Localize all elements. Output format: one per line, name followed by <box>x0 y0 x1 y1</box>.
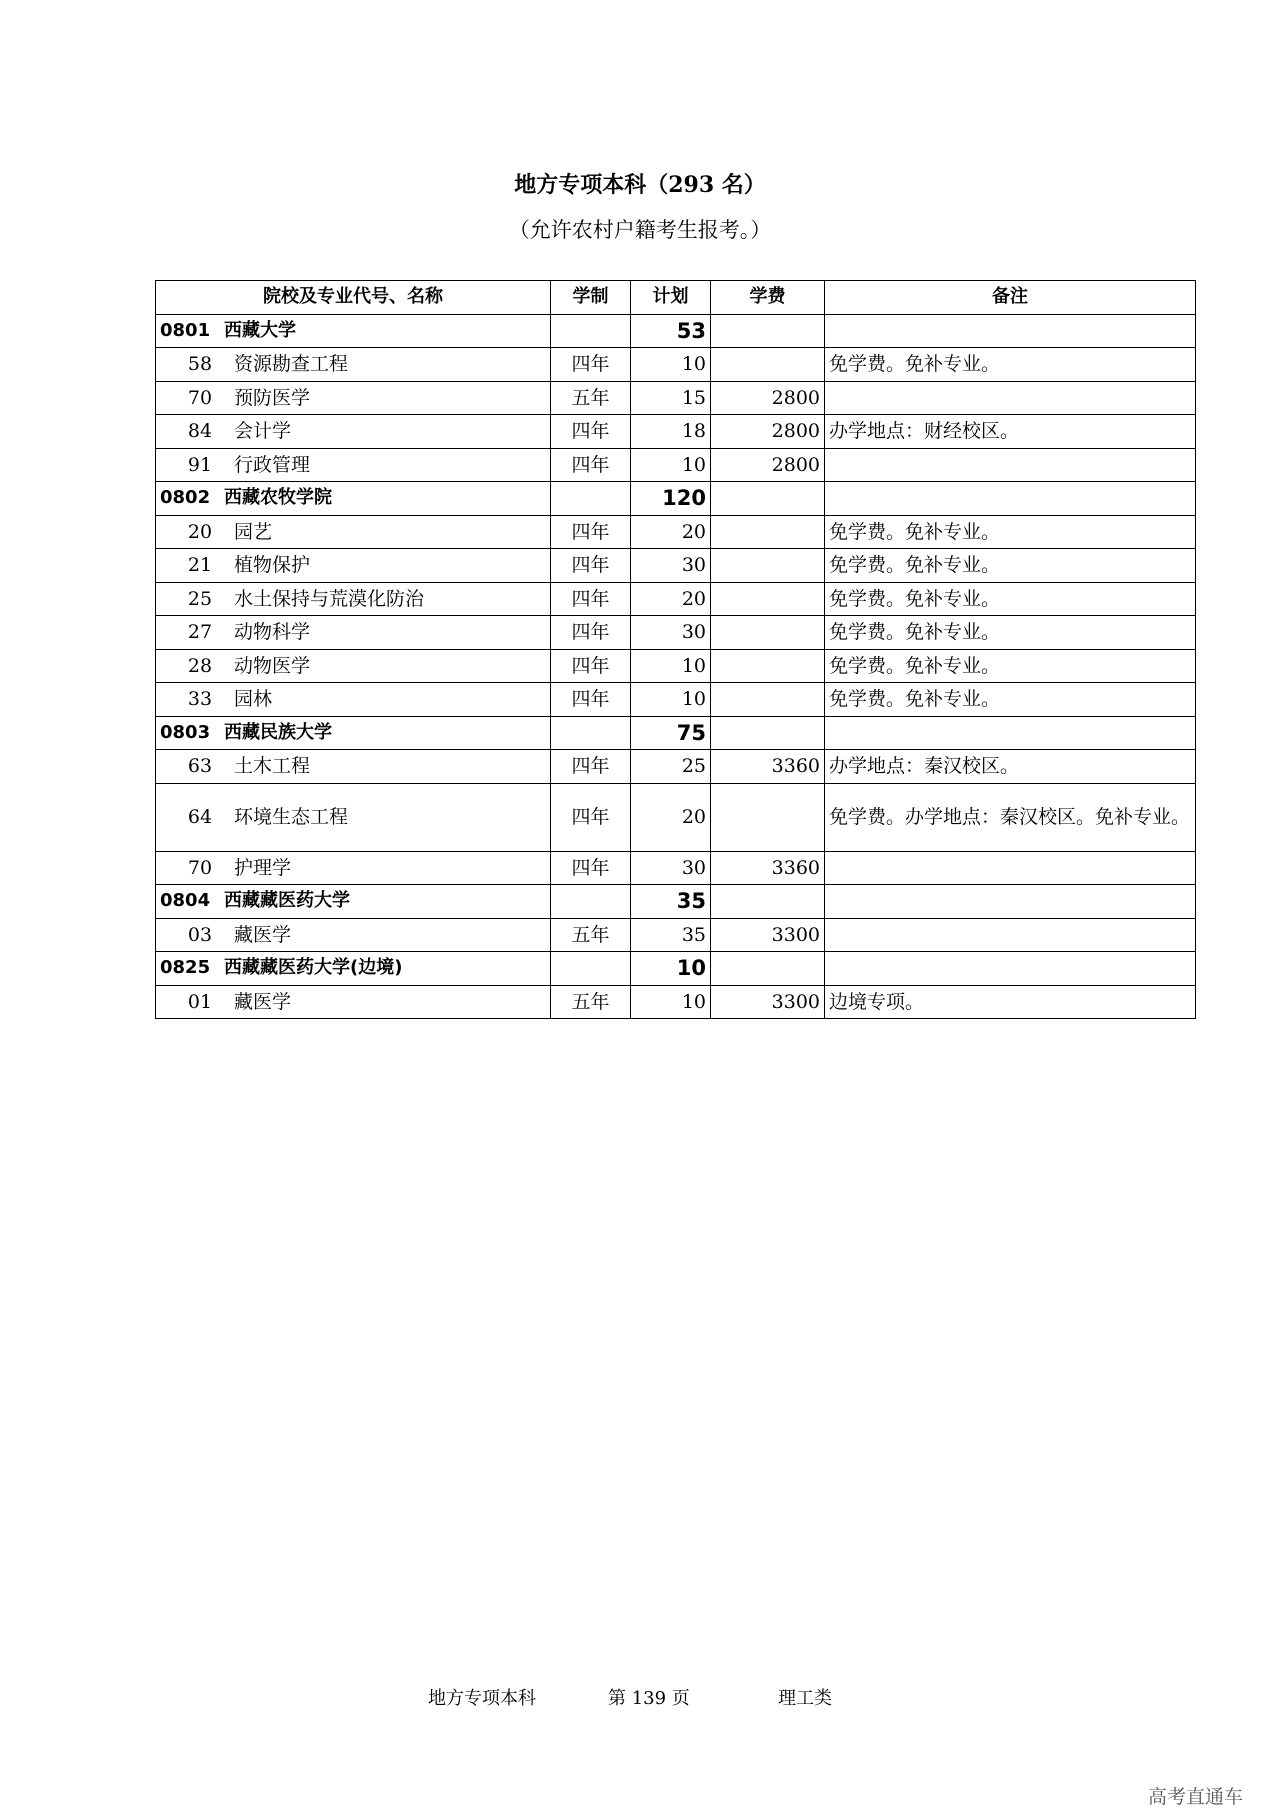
cell-code: 0802 <box>160 487 211 509</box>
header-length: 学制 <box>551 281 631 315</box>
cell-name-text: 园艺 <box>234 520 273 543</box>
major-row <box>156 683 1196 717</box>
cell-length: 五年 <box>551 381 631 415</box>
cell-length: 四年 <box>551 649 631 683</box>
header-note: 备注 <box>825 281 1196 315</box>
footer-section: 地方专项本科 <box>428 1688 536 1709</box>
major-row <box>156 515 1196 549</box>
cell-code: 03 <box>187 923 213 946</box>
cell-fee <box>711 952 825 986</box>
cell-name <box>156 348 551 382</box>
major-row <box>156 348 1196 382</box>
cell-length <box>551 314 631 348</box>
school-row <box>156 314 1196 348</box>
cell-length: 四年 <box>551 783 631 851</box>
cell-code: 70 <box>187 856 213 879</box>
cell-plan: 10 <box>631 985 711 1019</box>
cell-code: 0804 <box>160 890 211 912</box>
cell-name-text: 植物保护 <box>234 554 311 577</box>
major-row <box>156 985 1196 1019</box>
cell-fee <box>711 649 825 683</box>
cell-fee <box>711 582 825 616</box>
cell-name <box>156 683 551 717</box>
cell-length: 四年 <box>551 683 631 717</box>
major-row <box>156 750 1196 784</box>
cell-code: 0801 <box>160 319 211 341</box>
cell-code: 33 <box>187 688 213 711</box>
header-fee: 学费 <box>711 281 825 315</box>
cell-fee: 2800 <box>711 381 825 415</box>
footer-page-number: 第 139 页 <box>608 1688 690 1709</box>
admission-plan-table <box>155 280 1196 1019</box>
cell-plan: 15 <box>631 381 711 415</box>
cell-name-text: 会计学 <box>234 420 292 443</box>
cell-length <box>551 482 631 516</box>
cell-note <box>825 482 1196 516</box>
cell-name-text: 西藏民族大学 <box>224 721 332 743</box>
cell-plan: 18 <box>631 415 711 449</box>
cell-name <box>156 549 551 583</box>
cell-code: 91 <box>187 453 213 476</box>
cell-length <box>551 952 631 986</box>
cell-plan: 30 <box>631 549 711 583</box>
cell-name <box>156 952 551 986</box>
cell-note: 免学费。免补专业。 <box>825 616 1196 650</box>
cell-code: 27 <box>187 621 213 644</box>
cell-code: 21 <box>187 554 213 577</box>
cell-name <box>156 918 551 952</box>
cell-name-text: 资源勘查工程 <box>234 353 349 376</box>
cell-code: 28 <box>187 654 213 677</box>
cell-name <box>156 415 551 449</box>
cell-note: 免学费。免补专业。 <box>825 515 1196 549</box>
cell-plan: 20 <box>631 515 711 549</box>
footer-category: 理工类 <box>778 1688 832 1709</box>
cell-note <box>825 448 1196 482</box>
cell-note: 免学费。办学地点：秦汉校区。免补专业。 <box>825 783 1196 851</box>
cell-name <box>156 750 551 784</box>
cell-fee <box>711 783 825 851</box>
cell-fee: 3300 <box>711 985 825 1019</box>
cell-fee <box>711 515 825 549</box>
cell-code: 70 <box>187 386 213 409</box>
cell-fee: 2800 <box>711 415 825 449</box>
cell-note: 免学费。免补专业。 <box>825 582 1196 616</box>
cell-name-text: 护理学 <box>234 856 292 879</box>
cell-name <box>156 851 551 885</box>
cell-note: 边境专项。 <box>825 985 1196 1019</box>
major-row <box>156 415 1196 449</box>
cell-length: 四年 <box>551 515 631 549</box>
cell-plan: 25 <box>631 750 711 784</box>
page-title: 地方专项本科（293 名） <box>514 172 766 198</box>
cell-name-text: 西藏大学 <box>224 319 296 341</box>
cell-plan: 10 <box>631 348 711 382</box>
cell-code: 63 <box>187 755 213 778</box>
cell-name-text: 藏医学 <box>234 923 292 946</box>
cell-length: 四年 <box>551 549 631 583</box>
cell-note <box>825 314 1196 348</box>
cell-plan: 35 <box>631 885 711 919</box>
cell-length: 四年 <box>551 750 631 784</box>
cell-code: 01 <box>187 990 213 1013</box>
cell-length <box>551 716 631 750</box>
cell-note: 免学费。免补专业。 <box>825 549 1196 583</box>
cell-name <box>156 885 551 919</box>
cell-plan: 10 <box>631 952 711 986</box>
cell-plan: 35 <box>631 918 711 952</box>
cell-name <box>156 783 551 851</box>
cell-note: 免学费。免补专业。 <box>825 683 1196 717</box>
cell-note <box>825 851 1196 885</box>
cell-fee <box>711 482 825 516</box>
cell-fee <box>711 616 825 650</box>
cell-note: 办学地点：财经校区。 <box>825 415 1196 449</box>
watermark: 高考直通车 <box>1148 1786 1244 1808</box>
cell-name-text: 环境生态工程 <box>234 806 349 828</box>
cell-name <box>156 515 551 549</box>
cell-name <box>156 616 551 650</box>
cell-length <box>551 885 631 919</box>
cell-fee: 2800 <box>711 448 825 482</box>
cell-length: 四年 <box>551 616 631 650</box>
cell-code: 0825 <box>160 957 211 979</box>
school-row <box>156 885 1196 919</box>
cell-name <box>156 716 551 750</box>
cell-length: 四年 <box>551 348 631 382</box>
major-row <box>156 918 1196 952</box>
cell-name <box>156 448 551 482</box>
cell-note <box>825 716 1196 750</box>
cell-plan: 10 <box>631 448 711 482</box>
cell-fee <box>711 348 825 382</box>
cell-code: 20 <box>187 520 213 543</box>
header-name: 院校及专业代号、名称 <box>156 281 551 315</box>
cell-fee <box>711 885 825 919</box>
cell-plan: 53 <box>631 314 711 348</box>
cell-name-text: 行政管理 <box>234 453 311 476</box>
cell-note: 办学地点：秦汉校区。 <box>825 750 1196 784</box>
cell-note: 免学费。免补专业。 <box>825 649 1196 683</box>
major-row <box>156 783 1196 851</box>
major-row <box>156 448 1196 482</box>
cell-fee: 3360 <box>711 750 825 784</box>
school-row <box>156 482 1196 516</box>
major-row <box>156 851 1196 885</box>
cell-fee <box>711 549 825 583</box>
cell-name-text: 预防医学 <box>234 386 311 409</box>
major-row <box>156 582 1196 616</box>
cell-name-text: 动物科学 <box>234 621 311 644</box>
cell-code: 58 <box>187 353 213 376</box>
cell-fee: 3300 <box>711 918 825 952</box>
major-row <box>156 549 1196 583</box>
cell-plan: 30 <box>631 616 711 650</box>
cell-length: 四年 <box>551 851 631 885</box>
cell-name-text: 西藏藏医药大学(边境) <box>224 957 403 979</box>
cell-length: 五年 <box>551 918 631 952</box>
cell-note: 免学费。免补专业。 <box>825 348 1196 382</box>
cell-length: 四年 <box>551 582 631 616</box>
cell-fee <box>711 716 825 750</box>
cell-name <box>156 381 551 415</box>
cell-fee: 3360 <box>711 851 825 885</box>
cell-name <box>156 582 551 616</box>
cell-name-text: 藏医学 <box>234 990 292 1013</box>
cell-name-text: 西藏农牧学院 <box>224 487 332 509</box>
cell-plan: 10 <box>631 683 711 717</box>
cell-plan: 120 <box>631 482 711 516</box>
cell-note <box>825 952 1196 986</box>
cell-fee <box>711 683 825 717</box>
school-row <box>156 716 1196 750</box>
page-subtitle: （允许农村户籍考生报考。） <box>508 218 772 242</box>
cell-name <box>156 314 551 348</box>
cell-name-text: 园林 <box>234 688 273 711</box>
cell-plan: 20 <box>631 783 711 851</box>
school-row <box>156 952 1196 986</box>
cell-name <box>156 649 551 683</box>
header-plan: 计划 <box>631 281 711 315</box>
cell-code: 84 <box>187 420 213 443</box>
cell-name <box>156 985 551 1019</box>
cell-name-text: 动物医学 <box>234 654 311 677</box>
cell-code: 25 <box>187 587 213 610</box>
table-header-row <box>156 281 1196 315</box>
cell-name-text: 水土保持与荒漠化防治 <box>234 587 425 610</box>
cell-plan: 30 <box>631 851 711 885</box>
major-row <box>156 381 1196 415</box>
cell-plan: 10 <box>631 649 711 683</box>
cell-plan: 75 <box>631 716 711 750</box>
cell-note <box>825 885 1196 919</box>
cell-fee <box>711 314 825 348</box>
cell-name-text: 土木工程 <box>234 755 311 778</box>
major-row <box>156 616 1196 650</box>
cell-name <box>156 482 551 516</box>
cell-length: 五年 <box>551 985 631 1019</box>
cell-code: 0803 <box>160 721 211 743</box>
cell-note <box>825 381 1196 415</box>
major-row <box>156 649 1196 683</box>
cell-note <box>825 918 1196 952</box>
cell-plan: 20 <box>631 582 711 616</box>
cell-length: 四年 <box>551 448 631 482</box>
cell-name-text: 西藏藏医药大学 <box>224 890 350 912</box>
cell-length: 四年 <box>551 415 631 449</box>
cell-code: 64 <box>187 806 213 828</box>
